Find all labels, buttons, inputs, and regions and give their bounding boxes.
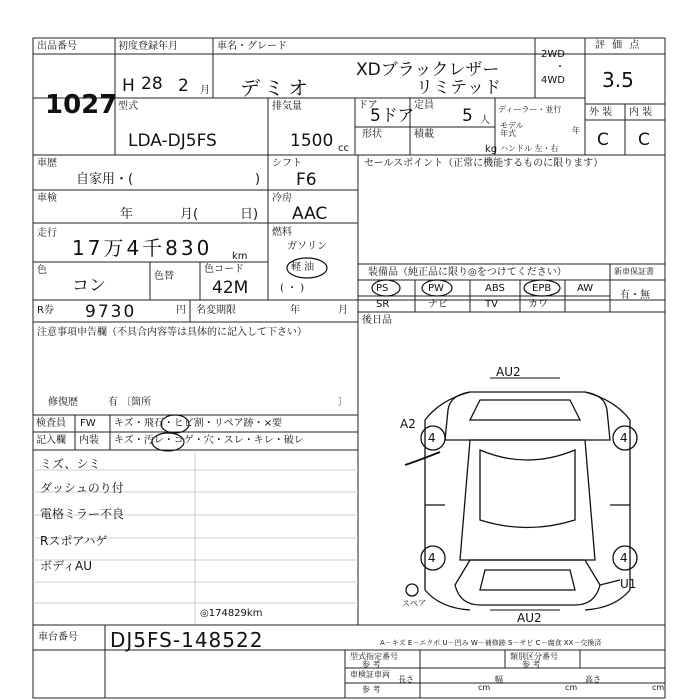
- grade-line1: XDブラックレザー: [356, 60, 500, 80]
- tire-rr: 4: [620, 551, 628, 565]
- inspection-year: 年: [120, 207, 134, 222]
- inspection-month: 月(: [180, 207, 199, 222]
- mileage-label: 走行: [37, 228, 57, 239]
- entry-label: 記入欄: [36, 435, 66, 446]
- drive-2wd: 2WD: [541, 49, 565, 60]
- history-close: ): [255, 172, 261, 187]
- name-change-label: 名変期限: [196, 305, 236, 316]
- person-unit: 人: [480, 115, 490, 126]
- type-label: 型式: [118, 101, 138, 112]
- mark-rear: AU2: [517, 611, 542, 625]
- interior-label: 内 装: [629, 107, 653, 118]
- history-value: 自家用・(: [76, 172, 134, 187]
- color-code-label: 色コード: [204, 264, 244, 275]
- warranty-label: 新車保証書: [614, 267, 654, 276]
- drive-dot: ・: [555, 62, 565, 73]
- handle-label: ハンドル 左・右: [500, 144, 559, 153]
- first-reg-month: 2: [178, 76, 189, 96]
- inspection-label: 車検: [37, 193, 57, 204]
- cc-unit: cc: [338, 143, 349, 154]
- legend: A－キズ E－エクボ U－凹み W－補修跡 S－サビ C－腐食 XX－交換済: [380, 639, 602, 647]
- note-3: 電格ミラー不良: [40, 507, 125, 521]
- score-value: 3.5: [602, 68, 634, 92]
- note-5: ボディAU: [40, 559, 93, 573]
- mileage-note: ◎174829km: [200, 608, 263, 619]
- reference-label-2: 参 考: [522, 660, 541, 669]
- entry-interior-items: キズ・汚レ・コゲ・穴・スレ・キレ・破レ: [114, 435, 304, 446]
- mark-front: AU2: [496, 365, 521, 379]
- first-reg-label: 初度登録年月: [118, 41, 178, 52]
- width-unit: cm: [565, 683, 578, 692]
- equip-epb: EPB: [532, 283, 552, 294]
- doors-value: 5ドア: [370, 106, 415, 126]
- first-reg-era: H: [122, 76, 135, 96]
- repair-label: 修復歴: [48, 397, 78, 408]
- displacement-value: 1500: [290, 131, 334, 151]
- km-unit: km: [232, 251, 248, 262]
- history-label: 車歴: [37, 158, 57, 169]
- month-unit: 月: [200, 85, 210, 96]
- displacement-label: 排気量: [272, 101, 302, 112]
- exterior-grade: C: [597, 130, 609, 150]
- score-label: 評 価 点: [595, 40, 642, 51]
- category-label: 類別区分番号: [510, 652, 558, 661]
- reference-label-3: 参 考: [362, 685, 381, 694]
- reference-label-1: 参 考: [362, 660, 381, 669]
- yen-unit: 円: [176, 305, 186, 316]
- color-value: コン: [72, 276, 106, 296]
- note-2: ダッシュのり付: [40, 481, 124, 495]
- note-4: Rスポアハゲ: [40, 534, 108, 548]
- vehicle-label: 車検証車両: [350, 670, 390, 679]
- spare-label: スペア: [402, 599, 426, 608]
- fuel-gasoline: ガソリン: [287, 241, 327, 252]
- fuel-label: 燃料: [272, 227, 292, 238]
- length-label: 長さ: [398, 675, 414, 684]
- mileage-value: 17万4千830: [72, 236, 213, 260]
- chassis-value: DJ5FS-148522: [110, 628, 264, 652]
- inspection-day: 日): [240, 207, 259, 222]
- kg-unit: kg: [485, 144, 498, 155]
- car-diagram: [405, 378, 637, 610]
- color-label: 色: [37, 265, 47, 276]
- drive-4wd: 4WD: [541, 75, 565, 86]
- load-label: 積載: [414, 129, 434, 140]
- equip-pw: PW: [428, 283, 444, 294]
- exterior-label: 外 装: [589, 107, 613, 118]
- lot-label: 出品番号: [37, 41, 77, 52]
- equip-ps: PS: [376, 283, 389, 294]
- chassis-label: 車台番号: [38, 632, 78, 643]
- repaint-label: 色替: [154, 271, 174, 282]
- dealer-label: ディーラー・並行: [498, 105, 562, 114]
- repair-value: 有 〔箇所: [108, 397, 152, 408]
- year-unit: 年: [572, 126, 580, 135]
- interior-grade: C: [638, 130, 650, 150]
- tire-fr: 4: [620, 431, 628, 445]
- car-name: デミオ: [240, 76, 312, 100]
- tire-rl: 4: [428, 551, 436, 565]
- notes-label: 注意事項申告欄（不具合内容等は具体的に記入して下さい）: [37, 327, 307, 338]
- shape-label: 形状: [362, 129, 382, 140]
- inspector-fw: FW: [80, 418, 96, 429]
- mark-side: A2: [400, 417, 416, 431]
- height-label: 高さ: [585, 675, 601, 684]
- length-unit: cm: [478, 683, 491, 692]
- entry-interior: 内装: [79, 435, 99, 446]
- fuel-paren: ( ・ ): [280, 283, 305, 294]
- inspector-label: 検査員: [36, 418, 66, 429]
- equipment-label: 装備品（純正品に限り◎をつけてください）: [368, 267, 567, 278]
- equip-navi: ナビ: [428, 299, 448, 310]
- sales-point-label: セールスポイント（正常に機能するものに限ります）: [364, 158, 604, 169]
- capacity-value: 5: [462, 106, 473, 126]
- equip-sr: SR: [376, 299, 390, 310]
- equip-tv: TV: [485, 299, 498, 310]
- width-label: 幅: [495, 675, 503, 684]
- inspector-exterior-items: キズ・飛石・ヒビ割・リペア跡・×要: [114, 418, 282, 429]
- ticket-label: R券: [37, 305, 54, 316]
- height-unit: cm: [652, 683, 665, 692]
- warranty-options: 有・無: [620, 290, 650, 301]
- note-1: ミズ、シミ: [40, 457, 101, 471]
- shift-value: F6: [296, 170, 317, 190]
- model-year-label: モデル年式: [500, 121, 524, 138]
- options-label: 後日品: [362, 315, 392, 326]
- repair-close: 〕: [338, 397, 348, 408]
- ticket-value: 9730: [85, 302, 137, 322]
- name-change-month: 月: [338, 305, 348, 316]
- first-reg-year: 28: [141, 74, 163, 94]
- name-change-year: 年: [290, 305, 300, 316]
- ac-label: 冷房: [272, 193, 292, 204]
- doors-label: ドア: [358, 100, 378, 111]
- type-value: LDA-DJ5FS: [128, 131, 217, 151]
- lot-number: 1027: [45, 90, 118, 120]
- equip-abs: ABS: [485, 283, 505, 294]
- tire-fl: 4: [428, 431, 436, 445]
- approval-label: 型式指定番号: [350, 652, 398, 661]
- equip-aw: AW: [577, 283, 594, 294]
- model-label: 車名・グレード: [217, 41, 287, 52]
- ac-value: AAC: [292, 204, 328, 224]
- color-code-value: 42M: [212, 278, 249, 298]
- capacity-label: 定員: [414, 100, 434, 111]
- equip-leather: カワ: [528, 299, 548, 310]
- shift-label: シフト: [272, 158, 302, 169]
- fuel-diesel: 軽 油: [291, 262, 315, 273]
- grade-line2: リミテッド: [416, 78, 501, 98]
- mark-rear-side: U1: [620, 577, 637, 591]
